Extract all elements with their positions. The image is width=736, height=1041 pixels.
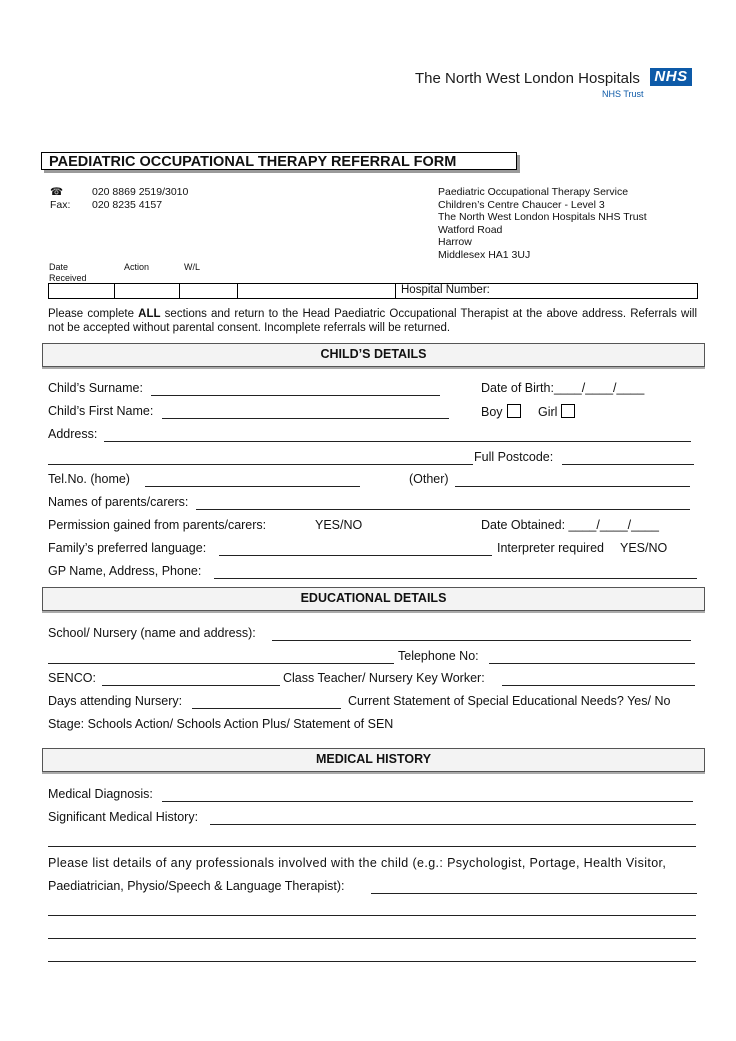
trust-label: NHS Trust (602, 89, 644, 99)
school-label: School/ Nursery (name and address): (48, 626, 256, 640)
surname-input[interactable] (151, 395, 440, 396)
parents-label: Names of parents/carers: (48, 495, 189, 509)
section-medical-history: MEDICAL HISTORY (42, 748, 705, 772)
permission-yes-no[interactable]: YES/NO (315, 518, 363, 532)
address-line: The North West London Hospitals NHS Trust (438, 211, 647, 223)
first-name-input[interactable] (162, 418, 449, 419)
phone-number: 020 8869 2519/3010 (92, 186, 189, 198)
tel-other-label: (Other) (409, 472, 449, 486)
action-label: Action (124, 262, 150, 272)
address-line: Middlesex HA1 3UJ (438, 249, 531, 261)
professionals-input-line-4[interactable] (48, 961, 696, 962)
first-name-label: Child’s First Name: (48, 404, 154, 418)
nhs-logo: NHS (650, 68, 692, 86)
girl-option[interactable]: Girl (538, 404, 575, 419)
senco-label: SENCO: (48, 671, 96, 685)
professionals-input-line-3[interactable] (48, 938, 696, 939)
tel-home-label: Tel.No. (home) (48, 472, 130, 486)
girl-checkbox[interactable] (561, 404, 575, 418)
significant-history-input[interactable] (210, 824, 696, 825)
address-input[interactable] (104, 441, 691, 442)
section-childs-details: CHILD’S DETAILS (42, 343, 705, 367)
professionals-prompt-2: Paediatrician, Physio/Speech & Language Therapist): (48, 879, 345, 893)
boy-option[interactable]: Boy (481, 404, 521, 419)
wl-label: W/L (184, 262, 201, 272)
class-teacher-label: Class Teacher/ Nursery Key Worker: (283, 671, 485, 685)
diagnosis-input[interactable] (162, 801, 693, 802)
fax-number: 020 8235 4157 (92, 199, 163, 211)
phone-icon: ☎ (50, 186, 64, 198)
parents-input[interactable] (196, 509, 690, 510)
permission-label: Permission gained from parents/carers: (48, 518, 267, 532)
school-input[interactable] (272, 640, 691, 641)
days-input[interactable] (192, 708, 341, 709)
organisation-name: The North West London Hospitals (415, 70, 640, 87)
diagnosis-label: Medical Diagnosis: (48, 787, 153, 801)
days-label: Days attending Nursery: (48, 694, 183, 708)
instructions: Please complete ALL sections and return to the Head Paediatric Occupational Therapist at the above address. Referrals will not be accepted without parental consent. Incomplete referrals will be returned. (48, 308, 698, 334)
date-obtained-field[interactable]: Date Obtained: ____/____/____ (481, 518, 659, 532)
fax-label: Fax: (50, 199, 71, 211)
address-line: Watford Road (438, 224, 503, 236)
gp-input[interactable] (214, 578, 697, 579)
class-teacher-input[interactable] (502, 685, 695, 686)
tel-other-input[interactable] (455, 486, 690, 487)
statement-field[interactable]: Current Statement of Special Educational Needs? Yes/ No (348, 694, 671, 708)
professionals-input[interactable] (371, 893, 697, 894)
date-label: Date (49, 262, 69, 272)
school-input-line-2[interactable] (48, 663, 394, 664)
telephone-input[interactable] (489, 663, 695, 664)
language-input[interactable] (219, 555, 492, 556)
professionals-prompt: Please list details of any professionals involved with the child (e.g.: Psychologist, Portage, Health Visitor, (48, 856, 667, 870)
significant-history-label: Significant Medical History: (48, 810, 199, 824)
address-label: Address: (48, 427, 98, 441)
boy-checkbox[interactable] (507, 404, 521, 418)
form-title: PAEDIATRIC OCCUPATIONAL THERAPY REFERRAL FORM (41, 152, 517, 170)
received-label: Received (49, 273, 87, 283)
tel-home-input[interactable] (145, 486, 360, 487)
language-label: Family’s preferred language: (48, 541, 207, 555)
address-input-line-2[interactable] (48, 464, 473, 465)
postcode-label: Full Postcode: (474, 450, 554, 464)
gp-label: GP Name, Address, Phone: (48, 564, 202, 578)
interpreter-yes-no[interactable]: YES/NO (620, 541, 668, 555)
professionals-input-line-2[interactable] (48, 915, 696, 916)
address-line: Paediatric Occupational Therapy Service (438, 186, 629, 198)
significant-history-input-line-2[interactable] (48, 846, 696, 847)
surname-label: Child’s Surname: (48, 381, 143, 395)
section-educational-details: EDUCATIONAL DETAILS (42, 587, 705, 611)
senco-input[interactable] (102, 685, 280, 686)
telephone-label: Telephone No: (398, 649, 479, 663)
office-use-grid (48, 283, 698, 299)
interpreter-label: Interpreter required (497, 541, 605, 555)
address-line: Children’s Centre Chaucer - Level 3 (438, 199, 605, 211)
stage-field[interactable]: Stage: Schools Action/ Schools Action Plus/ Statement of SEN (48, 717, 394, 731)
postcode-input[interactable] (562, 464, 694, 465)
hospital-number-field[interactable]: Hospital Number: (401, 284, 490, 296)
dob-field[interactable]: Date of Birth:____/____/____ (481, 381, 645, 395)
address-line: Harrow (438, 236, 472, 248)
